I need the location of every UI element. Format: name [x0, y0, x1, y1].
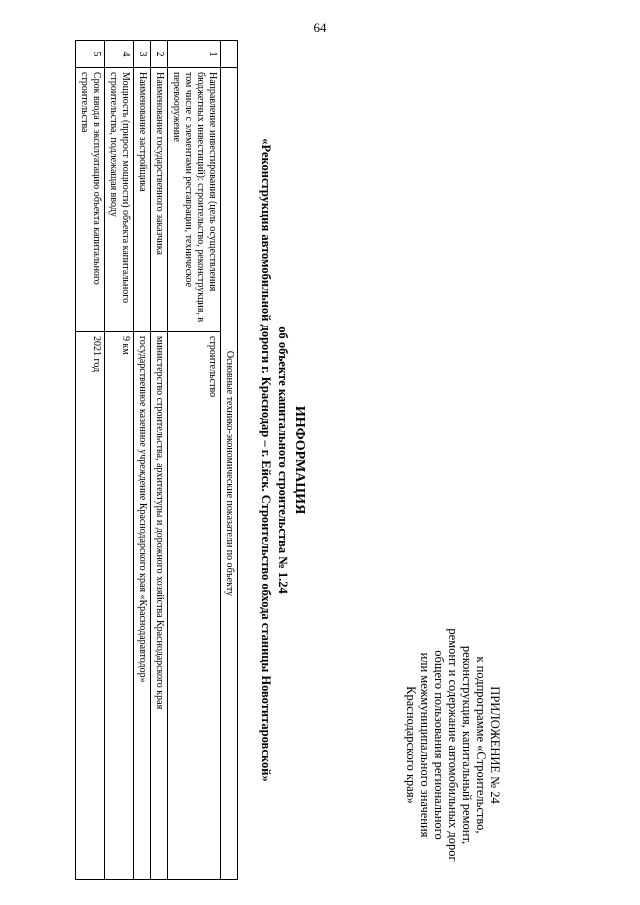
appendix-line: к подпрограмме «Строительство, [474, 656, 488, 834]
appendix-line: реконструкция, капитальный ремонт, [460, 645, 474, 845]
appendix-line: общего пользования регионального [432, 650, 446, 840]
document-heading [257, 40, 308, 880]
row-label: Мощность (прирост мощности) объекта капитального строительства, подлежащая вводу [105, 68, 134, 332]
heading-title: ИНФОРМАЦИЯ [292, 405, 307, 515]
table-row [151, 41, 168, 880]
row-label: Направление инвестирования (цель осуществления бюджетных инвестиций): строительство, реконструкция, в том числе с элементами реставрации, техническое перевооружение [168, 68, 221, 332]
row-value: 2021 год [76, 332, 105, 880]
table-row [76, 41, 105, 880]
row-number: 1 [168, 41, 221, 68]
table-row [105, 41, 134, 880]
table-header-row [221, 41, 238, 880]
row-value: строительство [168, 332, 221, 880]
row-value: министерство строительства, архитектуры и дорожного хозяйства Краснодарского края [151, 332, 168, 880]
row-label: Наименование застройщика [134, 68, 151, 332]
row-label: Наименование государственного заказчика [151, 68, 168, 332]
row-number: 3 [134, 41, 151, 68]
row-value: государственное казенное учреждение Краснодарского края «Краснодаравтодор» [134, 332, 151, 880]
appendix-line: Краснодарского края» [404, 686, 418, 804]
header-empty-cell [221, 41, 238, 68]
table-row [134, 41, 151, 880]
heading-subtitle: об объекте капитального строительства № 1.24 [276, 326, 290, 594]
info-table [75, 40, 238, 880]
row-number: 4 [105, 41, 134, 68]
appendix-block [404, 610, 502, 880]
row-number: 5 [76, 41, 105, 68]
rotated-document-content [60, 40, 580, 880]
table-row [168, 41, 221, 880]
page-number: 64 [313, 20, 327, 35]
row-number: 2 [151, 41, 168, 68]
appendix-title: ПРИЛОЖЕНИЕ № 24 [488, 686, 502, 804]
section-header: Основные технико-экономические показатели по объекту [221, 68, 238, 880]
row-label: Срок ввода в эксплуатацию объекта капитального строительства [76, 68, 105, 332]
row-value: 9 км [105, 332, 134, 880]
appendix-line: или межмуниципального значения [418, 652, 432, 838]
appendix-line: ремонт и содержание автомобильных дорог [446, 628, 460, 862]
object-name: «Реконструкция автомобильной дороги г. Краснодар – г. Ейск. Строительство обхода станицы Новотитаровской» [259, 138, 273, 782]
